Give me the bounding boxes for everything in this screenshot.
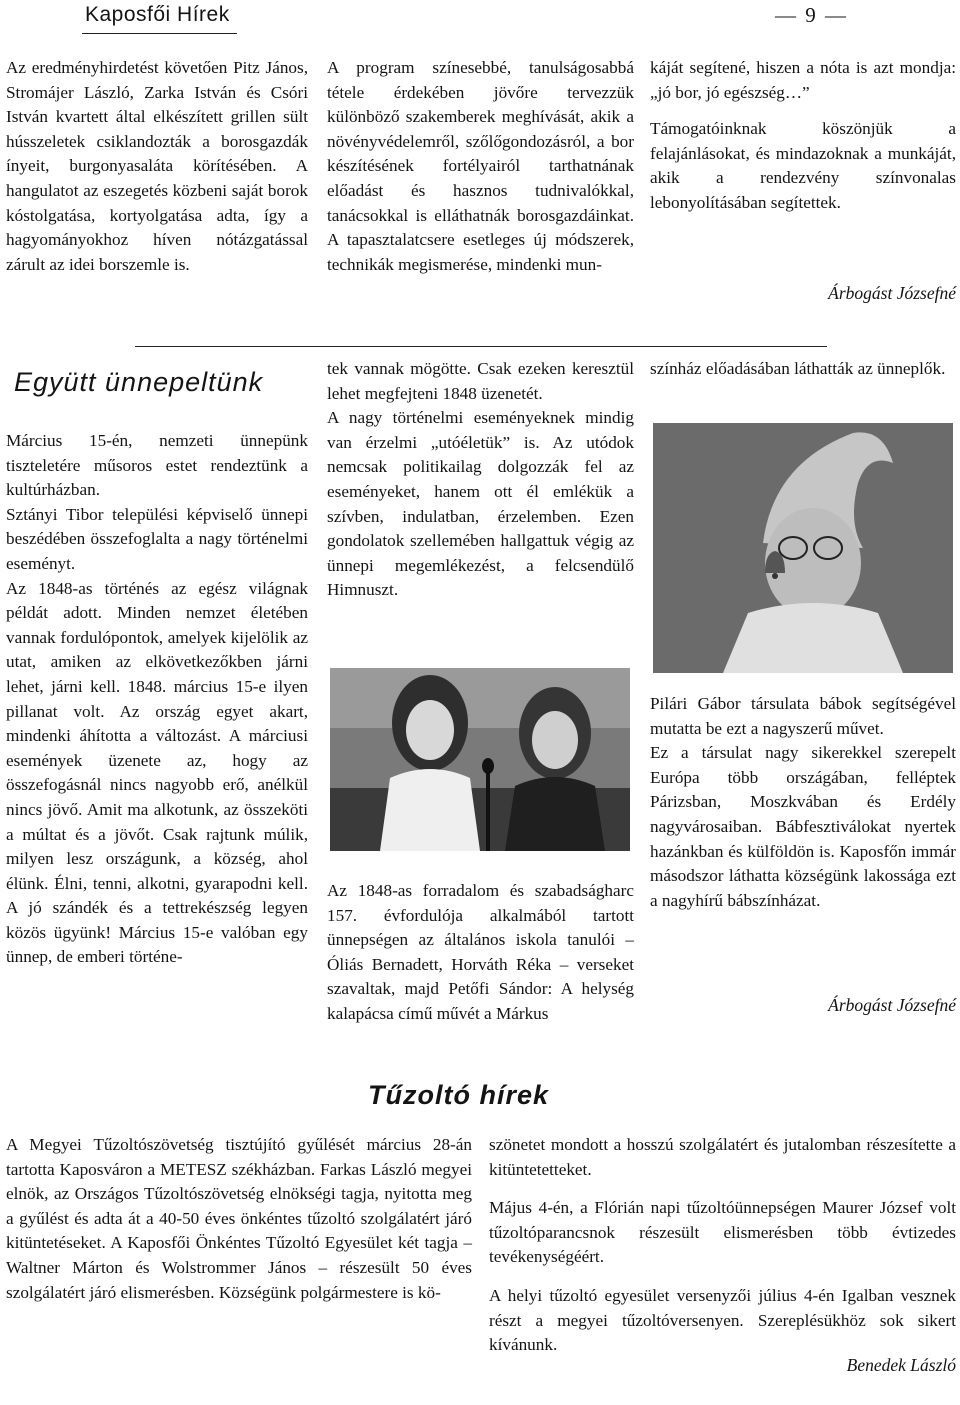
photo-puppeteer: [653, 423, 953, 673]
article1-col3: [650, 56, 956, 216]
article2-col1-p3: Az 1848-as történés az egész világnak példát adott. Minden nemzet életében vannak fordulópontok, amelyek kijelölik az utat, amiken az elkövetkezőkben járni lehet, járni kell. 1848. március 15-e ilyen pillanat volt. Az ország egyet akart, mindenki áhította a változást. A márciusi események üzenete az, hogy az összefogásnál nincs nagyobb erő, anélkül nincs jövő. Amit ma alkotunk, az összeköti a múltat és a jövőt. Csak rajtunk múlik, milyen lesz országunk, a község, ahol élünk. Élni, tenni, alkotni, gyarapodni kell. A jó szándék és a tettrekészség legyen közös ügyünk! Március 15-e valóban egy ünnep, de emberi történe-: [6, 578, 308, 967]
page-number: — 9 —: [775, 3, 848, 27]
article1-col1: Az eredményhirdetést követően Pitz János, Stromájer László, Zarka István és Csóri István kvartett által elkészített grillen sült hússzeletek csiklandozták a borosgazdák ínyeit, burgonyasaláta körítésében. A hangulatot az eszegetés közbeni saját borok kóstolgatása, kortyolgatása adta, így a hagyományokhoz híven nótázgatással zárult az idei borszemle is.: [6, 58, 308, 274]
section-divider: [135, 346, 827, 347]
article2-col2: [327, 357, 634, 603]
photo-girls-image: [330, 668, 630, 851]
photo-puppeteer-image: [653, 423, 953, 673]
article2-title: Együtt ünnepeltünk: [14, 367, 264, 397]
article1-col3-p1: káját segítené, hiszen a nóta is azt mondja: „jó bor, jó egészség…”: [650, 58, 956, 102]
article2-col3-rest: [650, 692, 956, 913]
article2-col3-p1: színház előadásában láthatták az ünneplők.: [650, 359, 946, 378]
photo-girls-reciting: [330, 668, 630, 851]
article1-col2: A program színesebbé, tanulságosabbá tétele érdekében jövőre tervezzük különböző szakemberek meghívását, akik a növényvédelemről, szőlőgondozásról, a bor készítésének fortélyairól tarthatnának előadást és hasznos tudnivalókkal, tanácsokkal is elláthatnák borosgazdáinkat. A tapasztalatcsere esetleges új módszerek, technikák megismerése, mindenki mun-: [327, 58, 634, 274]
article3-col2-p1: szönetet mondott a hosszú szolgálatért és jutalomban részesítette a kitüntetetteket.: [489, 1135, 956, 1179]
page-number-value: 9: [805, 3, 818, 27]
article2-col3-p3: Ez a társulat nagy sikerekkel szerepelt Európa több országában, felléptek Párizsban, Moszkvában és Erdély nagyvárosaiban. Bábfesztiválokat nyertek hazánkban és külföldön is. Kaposfőn immár másodszor láthatta községünk lakossága ezt a nagyhírű bábszínházat.: [650, 743, 956, 910]
running-header-title: Kaposfői Hírek: [85, 3, 230, 26]
article2-col1-p1: Március 15-én, nemzeti ünnepünk tiszteletére műsoros estet rendeztünk a kultúrházban.: [6, 431, 308, 500]
article2-col2-p2: A nagy történelmi eseményeknek mindig van érzelmi „utóéletük” is. Az utódok nemcsak politikailag dolgozzák fel az eseményeket, hanem ott él emlékük a szívben, indulatban, érzelemben. Ezen gondolatok szellemében hallgattuk végig az ünnepi megemlékezést, a felcsendülő Himnuszt.: [327, 408, 634, 600]
article2-signature: Árbogást Józsefné: [828, 995, 956, 1015]
article3-col2-p3: A helyi tűzoltó egyesület versenyzői július 4-én Igalban vesznek részt a megyei tűzoltóversenyen. Szereplésükhöz sok sikert kívánunk.: [489, 1285, 956, 1355]
article2-col1-p2: Sztányi Tibor települési képviselő ünnepi beszédében összefoglalta a nagy történelmi eseményt.: [6, 504, 308, 573]
header-rule-left: [82, 33, 237, 34]
article3-title: Tűzoltó hírek: [368, 1080, 549, 1110]
article1-signature: Árbogást Józsefné: [828, 283, 956, 303]
article3-col2-p2: Május 4-én, a Flórián napi tűzoltóünnepségen Maurer József volt tűzoltóparancsnok részesült elismerésben több évtizedes tevékenységéért.: [489, 1198, 956, 1267]
article2-col2-p3: Az 1848-as forradalom és szabadságharc 157. évfordulója alkalmából tartott ünnepségen az általános iskola tanulói – Óliás Bernadett, Horváth Réka – verseket szavaltak, majd Petőfi Sándor: A helység kalapácsa című művét a Márkus: [327, 881, 634, 1023]
article3-col1: A Megyei Tűzoltószövetség tisztújító gyűlését március 28-án tartotta Kaposváron a METESZ székházban. Farkas László megyei elnök, az Országos Tűzoltószövetség elnökségi tagja, nyitotta meg a gyűlést és adta át a 40-50 éves önkéntes tűzoltó szolgálatért járó kitüntetéseket. A Kaposfői Önkéntes Tűzoltó Egyesület két tagja – Waltner Márton és Wolstrommer János – részesült 50 éves szolgálatért járó elismerésben. Községünk polgármestere is kö-: [6, 1135, 472, 1302]
article2-col2-p1: tek vannak mögötte. Csak ezeken keresztül lehet megfejteni 1848 üzenetét.: [327, 359, 634, 403]
article2-col1: [6, 429, 308, 970]
article3-col2: [489, 1133, 956, 1358]
article3-signature: Benedek László: [846, 1355, 956, 1375]
article1-col3-p2: Támogatóinknak köszönjük a felajánlásokat, és mindazoknak a munkáját, akik a rendezvény színvonalas lebonyolításában segítettek.: [650, 119, 956, 212]
article2-col3-p2: Pilári Gábor társulata bábok segítségével mutatta be ezt a nagyszerű művet.: [650, 694, 956, 738]
